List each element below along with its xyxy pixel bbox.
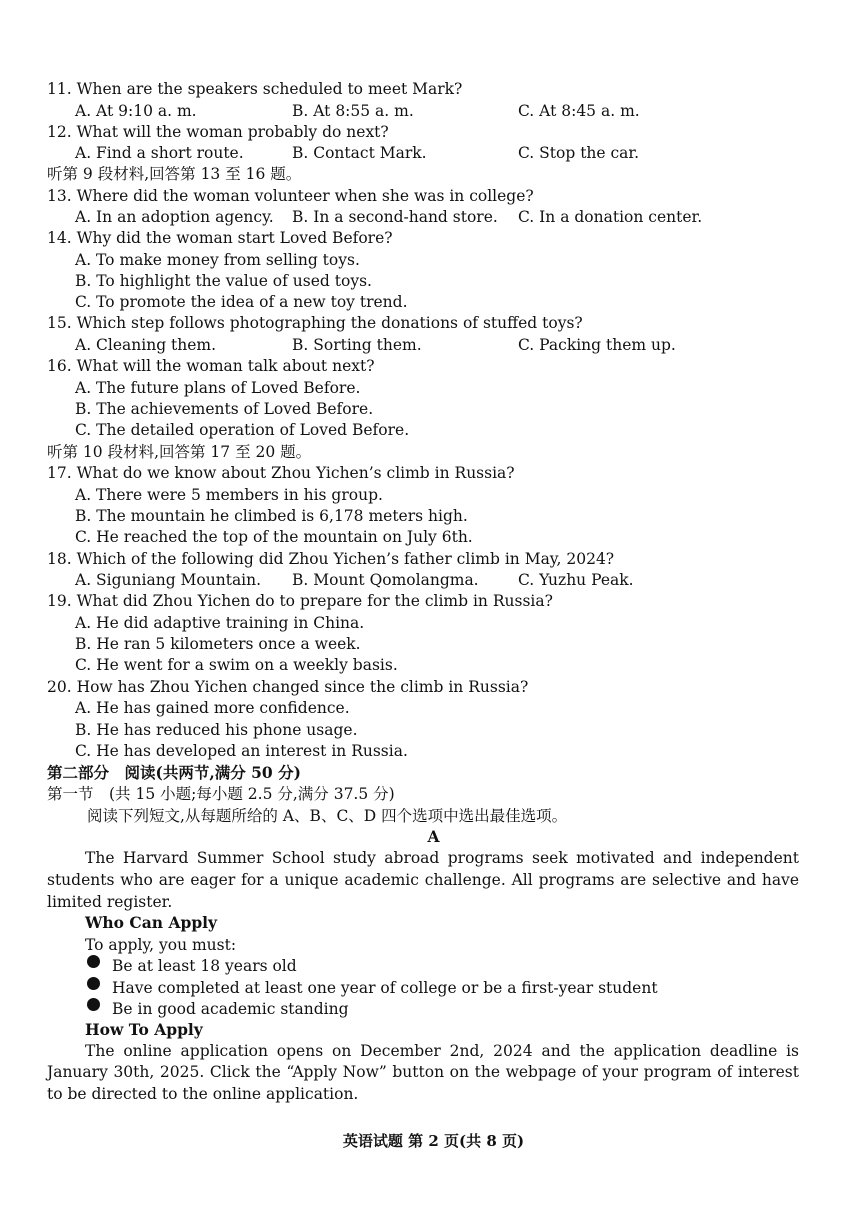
option-row — [0, 654, 867, 676]
question-stem: 17. What do we know about Zhou Yichen’s climb in Russia? — [47, 464, 515, 482]
question-stem: 14. Why did the woman start Loved Before? — [47, 229, 393, 247]
option-row — [0, 291, 867, 313]
question-15 — [0, 312, 867, 334]
option-b: B. Contact Mark. — [292, 144, 427, 162]
option-row — [0, 633, 867, 655]
option-row — [0, 697, 867, 719]
requirement-item — [0, 977, 867, 999]
passage-label: A — [427, 827, 440, 846]
how-paragraph-line2: January 30th, 2025. Click the “Apply Now” button on the webpage of your program of interest — [47, 1063, 799, 1081]
option-row — [0, 612, 867, 634]
subheading-row — [0, 1019, 867, 1041]
option-row — [0, 377, 867, 399]
requirement-item — [0, 998, 867, 1020]
option-a: A. Find a short route. — [75, 144, 244, 162]
option-b: B. To highlight the value of used toys. — [75, 272, 372, 290]
question-14 — [0, 227, 867, 249]
how-paragraph-line3-row — [0, 1083, 867, 1105]
option-b: B. The mountain he climbed is 6,178 meters high. — [75, 507, 468, 525]
section-instruction — [0, 441, 867, 463]
option-row — [0, 526, 867, 548]
option-a: A. He has gained more confidence. — [75, 699, 350, 717]
passage-intro-line3-row — [0, 891, 867, 913]
requirement-text: Be at least 18 years old — [112, 957, 297, 975]
option-row — [0, 740, 867, 762]
reading-instruction — [0, 805, 867, 827]
option-a: A. The future plans of Loved Before. — [75, 379, 361, 397]
option-row — [0, 419, 867, 441]
part-heading — [0, 762, 867, 784]
question-16 — [0, 355, 867, 377]
question-stem: 18. Which of the following did Zhou Yichen’s father climb in May, 2024? — [47, 550, 615, 568]
option-b: B. Mount Qomolangma. — [292, 571, 479, 589]
question-stem: 16. What will the woman talk about next? — [47, 357, 375, 375]
page-footer: 英语试题 第 2 页(共 8 页) — [342, 1132, 525, 1150]
option-row — [0, 100, 867, 122]
option-c: C. The detailed operation of Loved Before. — [75, 421, 410, 439]
option-row — [0, 569, 867, 591]
option-a: A. Siguniang Mountain. — [75, 571, 262, 589]
option-row — [0, 398, 867, 420]
bullet-icon — [87, 998, 100, 1011]
segment-10-instruction: 听第 10 段材料,回答第 17 至 20 题。 — [47, 443, 312, 461]
option-b: B. At 8:55 a. m. — [292, 102, 414, 120]
question-stem: 13. Where did the woman volunteer when she was in college? — [47, 187, 534, 205]
option-c: C. He has developed an interest in Russia. — [75, 742, 408, 760]
option-c: C. At 8:45 a. m. — [518, 102, 640, 120]
option-a: A. At 9:10 a. m. — [75, 102, 197, 120]
apply-lead-text: To apply, you must: — [85, 936, 237, 954]
option-row — [0, 505, 867, 527]
question-stem: 20. How has Zhou Yichen changed since the climb in Russia? — [47, 678, 529, 696]
option-row — [0, 270, 867, 292]
requirement-item — [0, 955, 867, 977]
bullet-icon — [87, 955, 100, 968]
passage-intro-line1: The Harvard Summer School study abroad programs seek motivated and independent — [85, 849, 799, 867]
question-12 — [0, 121, 867, 143]
option-a: A. He did adaptive training in China. — [75, 614, 365, 632]
option-c: C. He reached the top of the mountain on July 6th. — [75, 528, 473, 546]
part-two-title: 第二部分 阅读(共两节,满分 50 分) — [47, 763, 301, 782]
option-row — [0, 334, 867, 356]
option-b: B. Sorting them. — [292, 336, 422, 354]
option-a: A. Cleaning them. — [75, 336, 217, 354]
option-c: C. Yuzhu Peak. — [518, 571, 634, 589]
option-row — [0, 249, 867, 271]
passage-intro-line3: limited register. — [47, 893, 173, 911]
option-row — [0, 484, 867, 506]
instruction-text: 阅读下列短文,从每题所给的 A、B、C、D 四个选项中选出最佳选项。 — [87, 807, 568, 825]
how-to-apply-heading: How To Apply — [85, 1020, 203, 1039]
question-11 — [0, 78, 867, 100]
question-19 — [0, 590, 867, 612]
question-17 — [0, 462, 867, 484]
how-paragraph-line3: to be directed to the online application. — [47, 1085, 359, 1103]
option-c: C. To promote the idea of a new toy trend. — [75, 293, 408, 311]
option-b: B. He ran 5 kilometers once a week. — [75, 635, 361, 653]
option-c: C. Packing them up. — [518, 336, 676, 354]
question-stem: 12. What will the woman probably do next? — [47, 123, 389, 141]
option-row — [0, 206, 867, 228]
passage-intro-line2: students who are eager for a unique academic challenge. All programs are selective and have — [47, 871, 799, 889]
requirement-text: Have completed at least one year of college or be a first-year student — [112, 979, 658, 997]
section-one-title: 第一节 (共 15 小题;每小题 2.5 分,满分 37.5 分) — [47, 785, 395, 803]
question-18 — [0, 548, 867, 570]
section-heading — [0, 783, 867, 805]
option-row — [0, 719, 867, 741]
section-instruction — [0, 163, 867, 185]
bullet-icon — [87, 977, 100, 990]
option-a: A. There were 5 members in his group. — [75, 486, 383, 504]
option-a: A. In an adoption agency. — [75, 208, 274, 226]
who-can-apply-heading: Who Can Apply — [85, 913, 218, 932]
how-paragraph-line1: The online application opens on December 2nd, 2024 and the application deadline is — [85, 1042, 799, 1060]
question-stem: 11. When are the speakers scheduled to meet Mark? — [47, 80, 463, 98]
option-b: B. The achievements of Loved Before. — [75, 400, 374, 418]
option-b: B. He has reduced his phone usage. — [75, 721, 358, 739]
requirement-text: Be in good academic standing — [112, 1000, 349, 1018]
option-row — [0, 142, 867, 164]
option-a: A. To make money from selling toys. — [75, 251, 360, 269]
option-c: C. He went for a swim on a weekly basis. — [75, 656, 398, 674]
subheading-row — [0, 912, 867, 934]
option-b: B. In a second-hand store. — [292, 208, 498, 226]
apply-lead-row — [0, 934, 867, 956]
question-13 — [0, 185, 867, 207]
question-stem: 15. Which step follows photographing the donations of stuffed toys? — [47, 314, 583, 332]
option-c: C. Stop the car. — [518, 144, 640, 162]
segment-9-instruction: 听第 9 段材料,回答第 13 至 16 题。 — [47, 165, 302, 183]
option-c: C. In a donation center. — [518, 208, 703, 226]
question-stem: 19. What did Zhou Yichen do to prepare for the climb in Russia? — [47, 592, 553, 610]
question-20 — [0, 676, 867, 698]
